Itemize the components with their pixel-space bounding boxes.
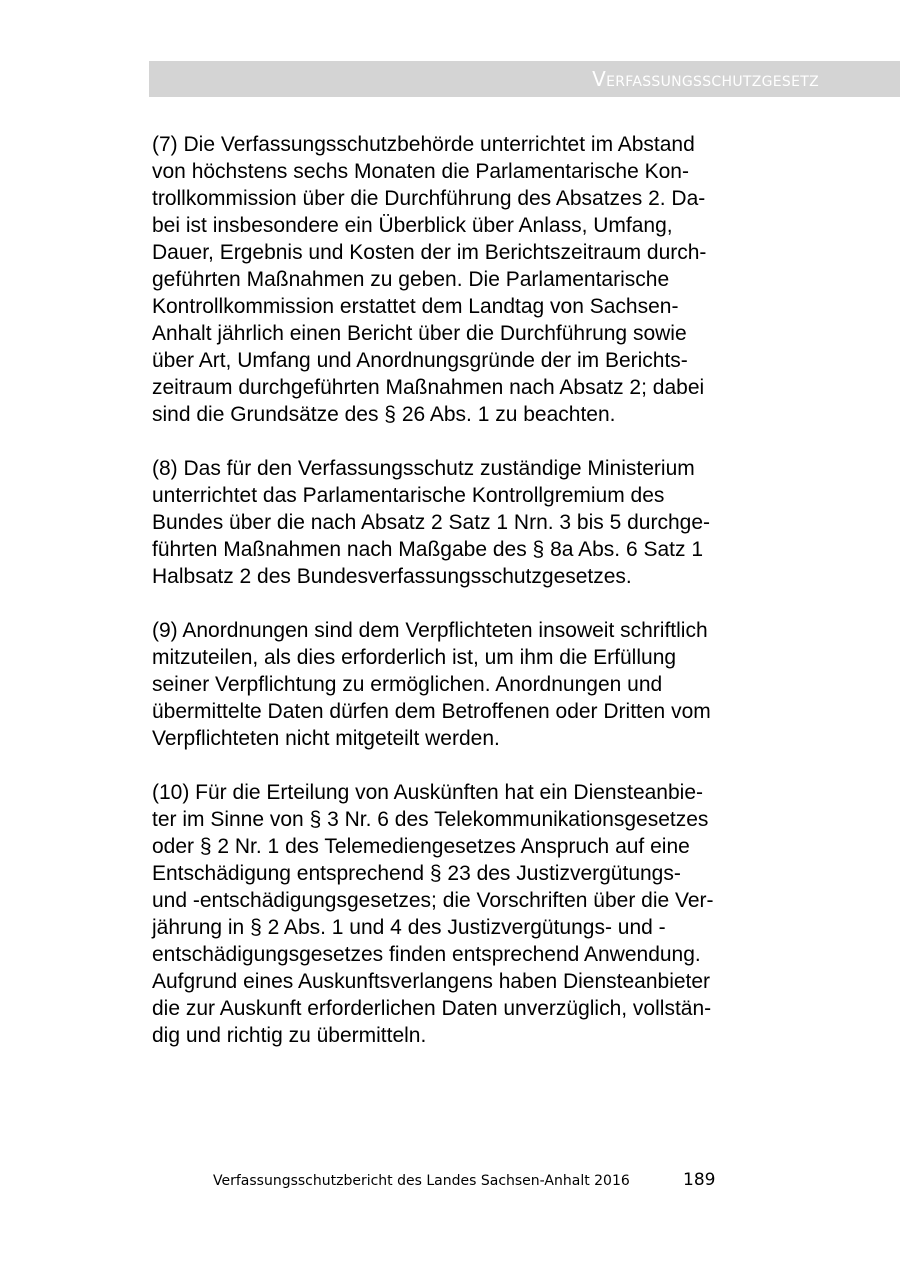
text-line: (10) Für die Erteilung von Auskünften hat ein Diensteanbie- bbox=[152, 781, 703, 804]
paragraph-10 bbox=[152, 779, 792, 1049]
text-line: Anhalt jährlich einen Bericht über die Durchführung sowie bbox=[152, 322, 687, 345]
text-line: zeitraum durchgeführten Maßnahmen nach Absatz 2; dabei bbox=[152, 376, 705, 399]
text-line: (9) Anordnungen sind dem Verpflichteten insoweit schriftlich bbox=[152, 619, 708, 642]
running-header-title: Verfassungsschutzgesetz bbox=[592, 67, 819, 91]
text-line: dig und richtig zu übermitteln. bbox=[152, 1024, 427, 1047]
text-line: oder § 2 Nr. 1 des Telemediengesetzes Anspruch auf eine bbox=[152, 835, 690, 858]
text-line: seiner Verpflichtung zu ermöglichen. Anordnungen und bbox=[152, 673, 663, 696]
text-line: (7) Die Verfassungsschutzbehörde unterrichtet im Abstand bbox=[152, 133, 695, 156]
text-line: über Art, Umfang und Anordnungsgründe der im Berichts- bbox=[152, 349, 688, 372]
text-line: bei ist insbesondere ein Überblick über Anlass, Umfang, bbox=[152, 214, 673, 237]
paragraph-8 bbox=[152, 455, 792, 590]
text-line: (8) Das für den Verfassungsschutz zuständige Ministerium bbox=[152, 457, 695, 480]
paragraph-7 bbox=[152, 131, 792, 428]
text-line: geführten Maßnahmen zu geben. Die Parlamentarische bbox=[152, 268, 670, 291]
running-header-bar bbox=[149, 61, 900, 97]
text-line: führten Maßnahmen nach Maßgabe des § 8a Abs. 6 Satz 1 bbox=[152, 538, 704, 561]
footer-publication-title: Verfassungsschutzbericht des Landes Sachsen-Anhalt 2016 bbox=[213, 1173, 630, 1189]
text-line: Dauer, Ergebnis und Kosten der im Berichtszeitraum durch- bbox=[152, 241, 707, 264]
text-line: Kontrollkommission erstattet dem Landtag von Sachsen- bbox=[152, 295, 679, 318]
text-line: Halbsatz 2 des Bundesverfassungsschutzgesetzes. bbox=[152, 565, 632, 588]
text-line: und -entschädigungsgesetzes; die Vorschriften über die Ver- bbox=[152, 889, 714, 912]
text-line: Entschädigung entsprechend § 23 des Justizvergütungs- bbox=[152, 862, 681, 885]
text-line: Bundes über die nach Absatz 2 Satz 1 Nrn. 3 bis 5 durchge- bbox=[152, 511, 711, 534]
paragraph-9 bbox=[152, 617, 792, 752]
text-line: jährung in § 2 Abs. 1 und 4 des Justizvergütungs- und - bbox=[152, 916, 666, 939]
text-line: unterrichtet das Parlamentarische Kontrollgremium des bbox=[152, 484, 665, 507]
text-line: sind die Grundsätze des § 26 Abs. 1 zu beachten. bbox=[152, 403, 616, 426]
text-line: ter im Sinne von § 3 Nr. 6 des Telekommunikationsgesetzes bbox=[152, 808, 709, 831]
text-line: trollkommission über die Durchführung des Absatzes 2. Da- bbox=[152, 187, 706, 210]
text-line: Aufgrund eines Auskunftsverlangens haben Diensteanbieter bbox=[152, 970, 711, 993]
page-number: 189 bbox=[683, 1170, 716, 1190]
text-line: übermittelte Daten dürfen dem Betroffenen oder Dritten vom bbox=[152, 700, 711, 723]
text-line: die zur Auskunft erforderlichen Daten unverzüglich, vollstän- bbox=[152, 997, 712, 1020]
text-line: von höchstens sechs Monaten die Parlamentarische Kon- bbox=[152, 160, 689, 183]
text-line: Verpflichteten nicht mitgeteilt werden. bbox=[152, 727, 500, 750]
document-body bbox=[152, 131, 792, 1076]
text-line: entschädigungsgesetzes finden entsprechend Anwendung. bbox=[152, 943, 701, 966]
text-line: mitzuteilen, als dies erforderlich ist, um ihm die Erfüllung bbox=[152, 646, 677, 669]
